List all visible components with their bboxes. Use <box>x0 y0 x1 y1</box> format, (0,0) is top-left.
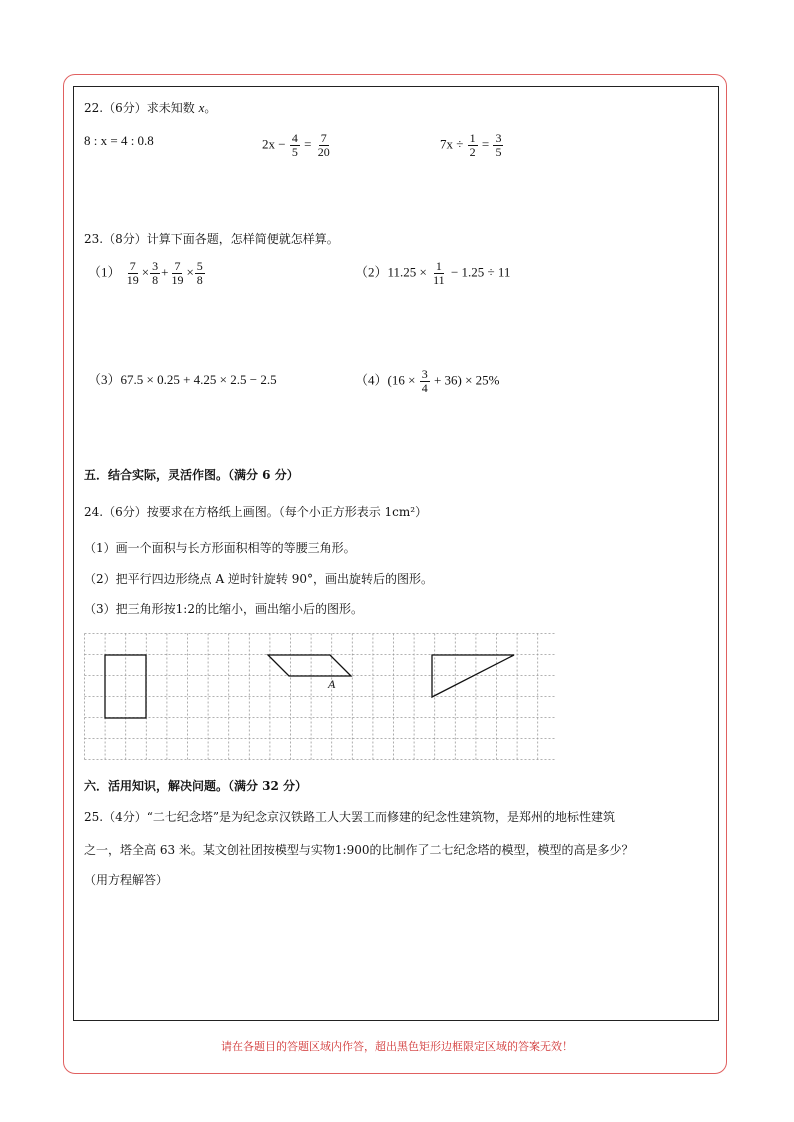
q22-equation-1: 8 : x = 4 : 0.8 <box>84 133 154 148</box>
q24-title: 24.（6分）按要求在方格纸上画图。（每个小正方形表示 1cm²） <box>84 505 428 519</box>
q22-equation-2: 2x − $\frac{4}{5}$ = $\frac{7}{20}$ <box>262 131 330 159</box>
q24-item-1: （1）画一个面积与长方形面积相等的等腰三角形。 <box>84 541 356 555</box>
q23-title: 23.（8分）计算下面各题，怎样简便就怎样算。 <box>84 232 339 246</box>
grid-lines <box>85 634 556 761</box>
point-a-label: A <box>328 677 336 691</box>
q23-problem-2: （2）11.25 × $\frac{1}{11}$ − 1.25 ÷ 11 <box>355 259 511 287</box>
footer-warning: 请在各题目的答题区域内作答，超出黑色矩形边框限定区域的答案无效！ <box>221 1040 573 1053</box>
q25-text-line-2: 之一，塔全高 63 米。某文创社团按模型与实物1:900的比制作了二七纪念塔的模型，模型的高是多少？ <box>84 843 634 857</box>
q23-problem-1: （1） $\frac{7}{19}$ × $\frac{3}{8}$ + $\frac{7}{19}$ × $\frac{5}{8}$ <box>88 259 203 287</box>
q23-problem-4: （4）(16 × $\frac{3}{4}$ + 36) × 25% <box>355 367 500 395</box>
q23-problem-3: （3）67.5 × 0.25 + 4.25 × 2.5 − 2.5 <box>88 372 277 387</box>
parallelogram-shape <box>268 655 351 676</box>
q24-item-3: （3）把三角形按1:2的比缩小，画出缩小后的图形。 <box>84 602 363 616</box>
q25-text-line-1: 25.（4分）“二七纪念塔”是为纪念京汉铁路工人大罢工而修建的纪念性建筑物，是郑州的地标性建筑 <box>84 810 615 824</box>
q22-equation-3: 7x ÷ $\frac{1}{2}$ = $\frac{3}{5}$ <box>440 131 502 159</box>
section-5-heading: 五．结合实际，灵活作图。（满分 6 分） <box>84 468 299 482</box>
q24-item-2: （2）把平行四边形绕点 A 逆时针旋转 90°，画出旋转后的图形。 <box>84 572 434 586</box>
q25-text-line-3: （用方程解答） <box>84 873 169 887</box>
q22-title: 22.（6分）求未知数 x。 <box>84 100 217 115</box>
triangle-shape <box>432 655 514 697</box>
graph-paper-grid <box>84 633 556 761</box>
section-6-heading: 六．活用知识，解决问题。（满分 32 分） <box>84 779 308 793</box>
